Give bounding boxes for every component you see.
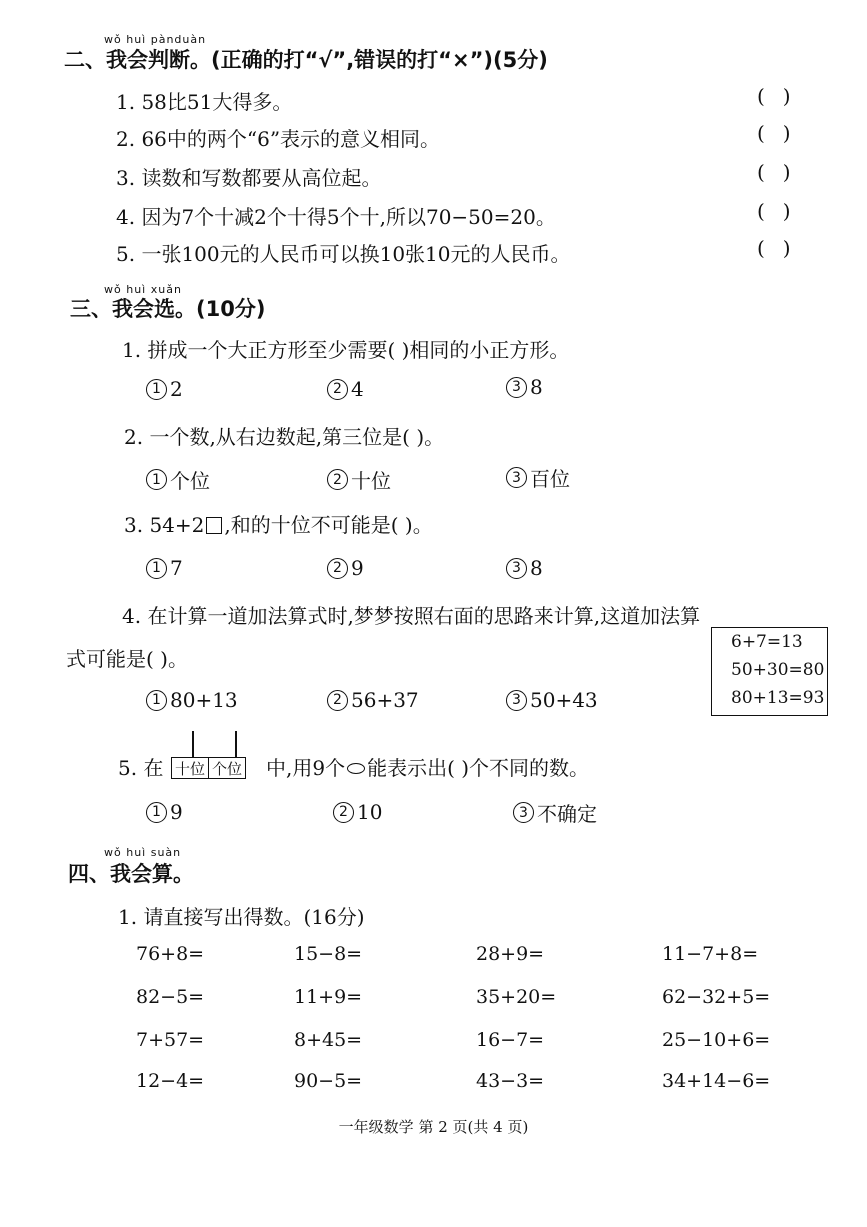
circled-2-icon: 2 (327, 469, 348, 490)
choice-q5-rest: 中,用9个 能表示出( )个不同的数。 (266, 756, 590, 780)
circled-1-icon: 1 (146, 690, 167, 711)
q3-option-1[interactable]: 1 7 (146, 556, 183, 580)
judge-item-5: 5. 一张100元的人民币可以换10张10元的人民币。 (116, 242, 571, 266)
choice-q1: 1. 拼成一个大正方形至少需要( )相同的小正方形。 (122, 338, 570, 362)
thinking-step-3: 80+13=93 (731, 688, 825, 708)
calc-3-4[interactable]: 25−10+6= (662, 1029, 771, 1051)
calc-2-2[interactable]: 11+9= (294, 986, 363, 1008)
calc-4-2[interactable]: 90−5= (294, 1070, 363, 1092)
calc-1-1[interactable]: 76+8= (136, 943, 205, 965)
judge-item-1: 1. 58比51大得多。 (116, 90, 293, 114)
circled-2-icon: 2 (327, 379, 348, 400)
q3-option-3[interactable]: 3 8 (506, 556, 543, 580)
calc-subtitle: 1. 请直接写出得数。(16分) (118, 905, 365, 929)
abacus-place-value (171, 757, 246, 779)
judge-answer-1[interactable]: () (757, 84, 809, 108)
circled-3-icon: 3 (506, 377, 527, 398)
circled-2-icon: 2 (333, 802, 354, 823)
thinking-step-2: 50+30=80 (731, 660, 825, 680)
circled-2-icon: 2 (327, 690, 348, 711)
circled-1-icon: 1 (146, 558, 167, 579)
calc-3-3[interactable]: 16−7= (476, 1029, 545, 1051)
judge-answer-2[interactable]: () (757, 121, 809, 145)
q4-option-2[interactable]: 2 56+37 (327, 688, 419, 712)
ones-label: 个位 (208, 758, 245, 778)
section4-pinyin: wǒ huì suàn (104, 846, 182, 859)
calc-3-2[interactable]: 8+45= (294, 1029, 363, 1051)
q2-option-1[interactable]: 1 个位 (146, 465, 210, 494)
calc-3-1[interactable]: 7+57= (136, 1029, 205, 1051)
page-footer: 一年级数学 第 2 页(共 4 页) (338, 1118, 529, 1136)
judge-item-4: 4. 因为7个十减2个十得5个十,所以70−50=20。 (116, 205, 556, 229)
calc-2-1[interactable]: 82−5= (136, 986, 205, 1008)
judge-answer-3[interactable]: () (757, 160, 809, 184)
calc-1-3[interactable]: 28+9= (476, 943, 545, 965)
thinking-box (711, 627, 828, 716)
choice-q5-prefix: 5. 在 (118, 756, 164, 780)
calc-4-1[interactable]: 12−4= (136, 1070, 205, 1092)
q5-option-2[interactable]: 2 10 (333, 800, 382, 824)
abacus-rod-ones (235, 731, 237, 758)
choice-q2: 2. 一个数,从右边数起,第三位是( )。 (124, 425, 445, 449)
choice-q3: 3. 54+2 ,和的十位不可能是( )。 (124, 513, 433, 537)
thinking-step-1: 6+7=13 (731, 632, 803, 652)
judge-answer-4[interactable]: () (757, 199, 809, 223)
section3-pinyin: wǒ huì xuǎn (104, 283, 182, 296)
q4-option-3[interactable]: 3 50+43 (506, 688, 598, 712)
judge-item-3: 3. 读数和写数都要从高位起。 (116, 166, 382, 190)
calc-1-4[interactable]: 11−7+8= (662, 943, 759, 965)
q2-option-2[interactable]: 2 十位 (327, 465, 391, 494)
section2-pinyin: wǒ huì pànduàn (104, 33, 207, 46)
calc-4-3[interactable]: 43−3= (476, 1070, 545, 1092)
q3-option-2[interactable]: 2 9 (327, 556, 364, 580)
q2-option-3[interactable]: 3 百位 (506, 463, 570, 492)
choice-q4-line2: 式可能是( )。 (66, 647, 188, 671)
q4-option-1[interactable]: 1 80+13 (146, 688, 238, 712)
q5-option-1[interactable]: 1 9 (146, 800, 183, 824)
calc-1-2[interactable]: 15−8= (294, 943, 363, 965)
q1-option-1[interactable]: 1 2 (146, 377, 183, 401)
calc-4-4[interactable]: 34+14−6= (662, 1070, 771, 1092)
bead-icon (347, 763, 365, 774)
section3-title: 三、我会选。(10分) (70, 297, 266, 321)
circled-3-icon: 3 (506, 690, 527, 711)
circled-3-icon: 3 (513, 802, 534, 823)
q5-option-3[interactable]: 3 不确定 (513, 798, 597, 827)
section4-title: 四、我会算。 (68, 862, 194, 886)
abacus-rod-tens (192, 731, 194, 758)
q1-option-3[interactable]: 3 8 (506, 375, 543, 399)
circled-1-icon: 1 (146, 802, 167, 823)
choice-q4-line1: 4. 在计算一道加法算式时,梦梦按照右面的思路来计算,这道加法算 (122, 604, 701, 628)
judge-item-2: 2. 66中的两个“6”表示的意义相同。 (116, 127, 441, 151)
calc-2-4[interactable]: 62−32+5= (662, 986, 771, 1008)
blank-square-icon (206, 517, 222, 534)
section2-title: 二、我会判断。(正确的打“√”,错误的打“×”)(5分) (64, 48, 548, 72)
circled-1-icon: 1 (146, 469, 167, 490)
q1-option-2[interactable]: 2 4 (327, 377, 364, 401)
circled-3-icon: 3 (506, 467, 527, 488)
calc-2-3[interactable]: 35+20= (476, 986, 557, 1008)
tens-label: 十位 (175, 759, 206, 778)
circled-3-icon: 3 (506, 558, 527, 579)
circled-2-icon: 2 (327, 558, 348, 579)
judge-answer-5[interactable]: () (757, 236, 809, 260)
circled-1-icon: 1 (146, 379, 167, 400)
